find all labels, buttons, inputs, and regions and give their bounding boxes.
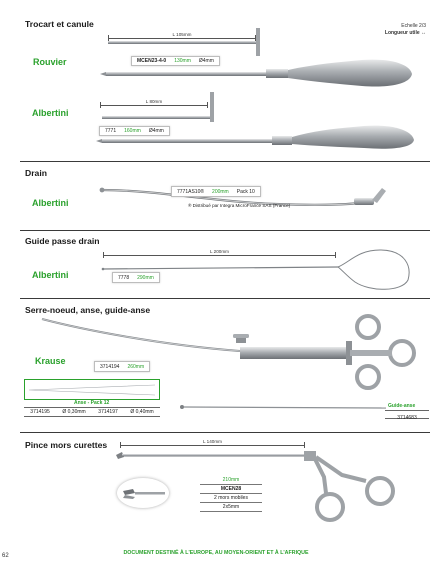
footer-text: DOCUMENT DESTINÉ À L'EUROPE, AU MOYEN-ORIENT ET À L'AFRIQUE — [123, 550, 309, 556]
section-title-pince: Pince mors curettes — [25, 440, 108, 450]
jaw-detail-inset — [117, 478, 169, 508]
section-divider — [20, 161, 430, 162]
spec-block-pince — [200, 477, 262, 512]
ref-drain: 7771AS10® — [177, 188, 205, 195]
pack-drain: Pack 10 — [236, 188, 255, 195]
length-albertini: 160mm — [124, 128, 141, 134]
dimension-label: L 140mm — [203, 439, 222, 444]
albertini-trocar-image — [96, 88, 420, 148]
length-pince: 210mm — [222, 477, 240, 483]
product-name-drain: Albertini — [32, 198, 69, 208]
product-name-albertini: Albertini — [32, 108, 69, 118]
section-title-trocart: Trocart et canule — [25, 19, 94, 29]
anse-ref-2: 3714197 — [98, 409, 118, 415]
width-pince: 2x5mm — [200, 503, 262, 512]
guide-anse-ref-box — [385, 410, 429, 419]
section-title-drain: Drain — [25, 168, 47, 178]
section-title-serre: Serre-noeud, anse, guide-anse — [25, 305, 151, 315]
usable-length-text: Longueur utile ↔ — [384, 30, 426, 36]
diameter-rouvier: Ø4mm — [198, 58, 214, 64]
length-krause: 260mm — [127, 363, 145, 370]
ref-krause: 3714194 — [100, 363, 120, 370]
spec-tag-guide — [112, 272, 160, 283]
jaw-detail-image — [121, 486, 165, 500]
length-drain: 200mm — [212, 188, 229, 195]
drain-distributor-note: ® Distribué par Integra MicroFrance SAS (France) — [188, 203, 291, 208]
scale-text: Echelle 2/3 — [401, 23, 426, 29]
spec-tag-drain — [171, 186, 261, 197]
product-name-rouvier: Rouvier — [33, 57, 67, 67]
guide-anse-image — [178, 402, 388, 412]
page-number: 62 — [2, 553, 9, 559]
ref-guide: 7778 — [118, 274, 130, 281]
anse-label: Anse - Pack 12 — [74, 400, 110, 406]
ref-rouvier: MCEN23-4-0 — [137, 58, 167, 64]
product-name-krause: Krause — [35, 356, 66, 366]
length-rouvier: 130mm — [174, 58, 191, 64]
feature-pince: 2 mors mobiles — [200, 494, 262, 503]
guide-image — [100, 244, 420, 294]
anse-ref-1: 3714195 — [30, 409, 50, 415]
guide-anse-ref: 3714683 — [397, 415, 417, 421]
anse-size-2: Ø 0,40mm — [130, 409, 154, 415]
dimension-label: L 105mm — [172, 32, 192, 37]
anse-wire-image — [27, 382, 157, 398]
dimension-pince — [120, 440, 305, 447]
ref-albertini: 7771 — [105, 128, 117, 134]
length-guide: 290mm — [137, 274, 154, 281]
anse-refs-row — [24, 407, 160, 417]
guide-anse-label: Guide-anse — [388, 403, 416, 409]
diameter-albertini: Ø4mm — [148, 128, 164, 134]
section-divider — [20, 432, 430, 433]
dimension-label: L 200mm — [210, 249, 229, 254]
spec-tag-krause — [94, 361, 150, 372]
section-divider — [20, 230, 430, 231]
section-title-guide: Guide passe drain — [25, 236, 100, 246]
dimension-label: L 80mm — [145, 99, 163, 104]
product-name-guide: Albertini — [32, 270, 69, 280]
spec-tag-albertini — [99, 126, 170, 136]
ref-pince: MCEN28 — [200, 484, 262, 494]
anse-size-1: Ø 0,30mm — [62, 409, 86, 415]
anse-image-box — [24, 379, 160, 400]
section-divider — [20, 298, 430, 299]
spec-tag-rouvier — [131, 56, 220, 66]
